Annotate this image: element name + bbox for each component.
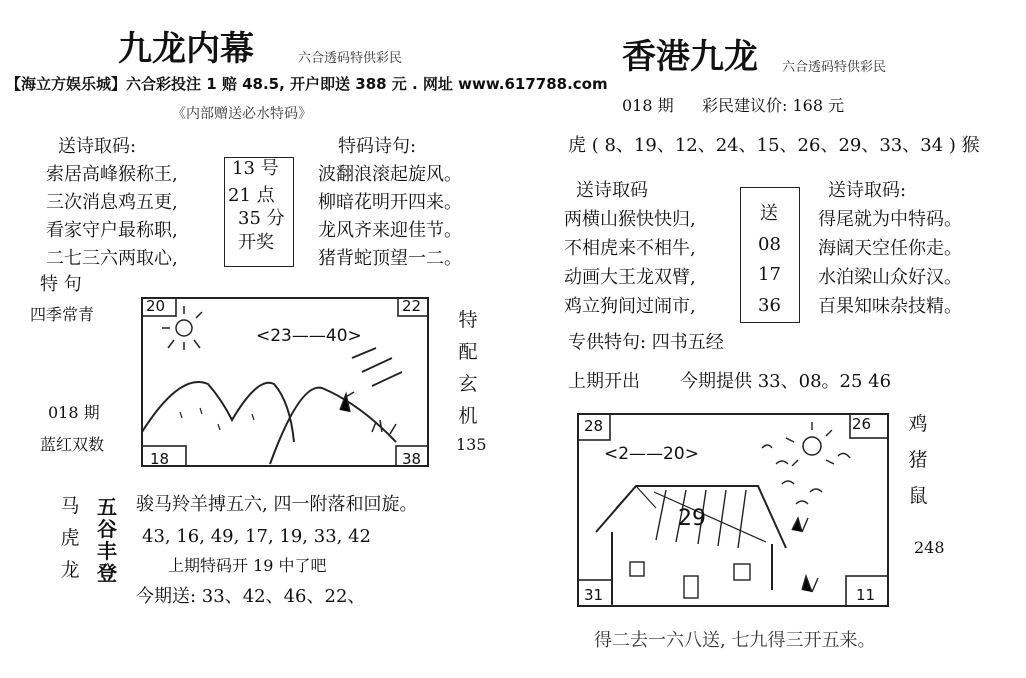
grain-char-4: 登 bbox=[97, 561, 117, 585]
right-poem-right-3: 水泊梁山众好汉。 bbox=[818, 267, 962, 288]
side-char-2: 配 bbox=[458, 341, 478, 363]
side-char-1: 特 bbox=[458, 309, 478, 331]
side-char-3: 玄 bbox=[458, 373, 478, 395]
right-picture bbox=[576, 408, 896, 608]
code-poem-line-4: 猪背蛇顶望一二。 bbox=[318, 248, 462, 269]
right-footer: 得二去一六八送, 七九得三开五来。 bbox=[594, 630, 876, 651]
right-pic-bottom-left-number: 31 bbox=[584, 586, 604, 604]
right-pic-top-left-number: 28 bbox=[584, 417, 604, 435]
left-pic-top-right-number: 22 bbox=[402, 297, 422, 315]
right-last-open: 上期开出 bbox=[568, 371, 640, 392]
zodiac-rooster: 鸡 bbox=[908, 413, 928, 435]
right-poem-right-4: 百果知味杂技精。 bbox=[818, 296, 962, 317]
right-poem-right-1: 得尾就为中特码。 bbox=[818, 209, 962, 230]
left-issue: 018 期 bbox=[48, 403, 100, 422]
right-today-provide: 今期提供 33、08。25 46 bbox=[680, 371, 892, 392]
zodiac-dragon: 龙 bbox=[60, 559, 80, 581]
left-today-send: 今期送: 33、42、46、22、 bbox=[136, 586, 366, 607]
code-poem-line-3: 龙风齐来迎佳节。 bbox=[318, 220, 462, 241]
ad-banner[interactable]: 【海立方娱乐城】六合彩投注 1 赔 48.5, 开户即送 388 元 . 网址 www.617788.com bbox=[6, 75, 608, 93]
zodiac-rat: 鼠 bbox=[908, 485, 928, 507]
zodiac-tiger: 虎 bbox=[60, 527, 80, 549]
left-numbers: 43, 16, 49, 17, 19, 33, 42 bbox=[142, 526, 371, 547]
right-pic-top-right-number: 26 bbox=[852, 415, 872, 433]
right-poem-left-2: 不相虎来不相牛, bbox=[564, 238, 696, 259]
right-zodiacs bbox=[906, 406, 930, 514]
draw-time-minute: 35 分 bbox=[238, 208, 285, 229]
right-poem-left-1: 两横山猴快快归, bbox=[564, 209, 696, 230]
left-picture bbox=[140, 292, 440, 472]
left-poem-line-1: 索居高峰猴称王, bbox=[46, 164, 178, 185]
left-pic-top-left-number: 20 bbox=[146, 297, 166, 315]
left-title: 九龙内幕 bbox=[118, 29, 254, 69]
code-poem-line-1: 波翻浪滚起旋风。 bbox=[318, 164, 462, 185]
right-special-phrase: 专供特句: 四书五经 bbox=[568, 332, 724, 353]
right-subtitle: 六合透码特供彩民 bbox=[782, 60, 887, 75]
left-poem-line-4: 二七三六两取心, bbox=[46, 248, 178, 269]
left-verse: 骏马羚羊搏五六, 四一附落和回旋。 bbox=[136, 494, 418, 515]
left-pic-bottom-left-number: 18 bbox=[150, 450, 170, 468]
right-poem-left-4: 鸡立狗间过闹市, bbox=[564, 296, 696, 317]
right-price: 彩民建议价: 168 元 bbox=[702, 96, 845, 115]
left-last-result: 上期特码开 19 中了吧 bbox=[168, 556, 327, 575]
right-title: 香港九龙 bbox=[622, 37, 758, 77]
right-pic-range: <2——20> bbox=[604, 444, 699, 464]
draw-time-date: 13 号 bbox=[232, 158, 279, 179]
right-poem-header-left: 送诗取码 bbox=[576, 180, 648, 201]
draw-time-label: 开奖 bbox=[238, 232, 274, 253]
zodiac-pig: 猪 bbox=[908, 449, 928, 471]
send-label: 送 bbox=[760, 203, 778, 224]
grain-vertical bbox=[94, 496, 120, 584]
special-label: 特 句 bbox=[40, 274, 82, 295]
side-vertical-text bbox=[456, 304, 480, 432]
color-tip: 蓝红双数 bbox=[40, 435, 105, 454]
left-side-number: 135 bbox=[456, 435, 487, 454]
left-pic-bottom-right-number: 38 bbox=[402, 450, 422, 468]
right-side-number: 248 bbox=[914, 538, 945, 557]
left-pic-range: <23——40> bbox=[256, 326, 362, 346]
right-poem-right-2: 海阔天空任你走。 bbox=[818, 238, 962, 259]
special-phrase: 四季常青 bbox=[30, 305, 95, 324]
right-poem-left-3: 动画大王龙双臂, bbox=[564, 267, 696, 288]
left-poem-header: 送诗取码: bbox=[58, 136, 137, 157]
left-subtitle: 六合透码特供彩民 bbox=[298, 51, 403, 66]
right-pic-bottom-right-number: 11 bbox=[856, 586, 876, 604]
code-poem-header: 特码诗句: bbox=[338, 136, 417, 157]
left-poem-line-2: 三次消息鸡五更, bbox=[46, 192, 178, 213]
right-poem-header-right: 送诗取码: bbox=[828, 180, 907, 201]
draw-time-hour: 21 点 bbox=[228, 185, 275, 206]
tiger-monkey-line: 虎 ( 8、19、12、24、15、26、29、33、34 ) 猴 bbox=[568, 135, 980, 156]
left-zodiacs bbox=[58, 490, 82, 586]
left-note: 《内部赠送必水特码》 bbox=[172, 106, 312, 122]
left-poem-line-3: 看家守户最称职, bbox=[46, 220, 178, 241]
right-pic-center-number: 29 bbox=[678, 506, 706, 531]
send-number-3: 36 bbox=[758, 295, 781, 316]
zodiac-horse: 马 bbox=[60, 495, 80, 517]
grain-char-3: 丰 bbox=[97, 539, 117, 563]
side-char-4: 机 bbox=[458, 405, 478, 427]
right-issue: 018 期 bbox=[622, 96, 674, 115]
send-number-2: 17 bbox=[758, 264, 781, 285]
send-number-1: 08 bbox=[758, 234, 781, 255]
code-poem-line-2: 柳暗花明开四来。 bbox=[318, 192, 462, 213]
grain-char-1: 五 bbox=[97, 495, 117, 519]
grain-char-2: 谷 bbox=[97, 517, 117, 541]
